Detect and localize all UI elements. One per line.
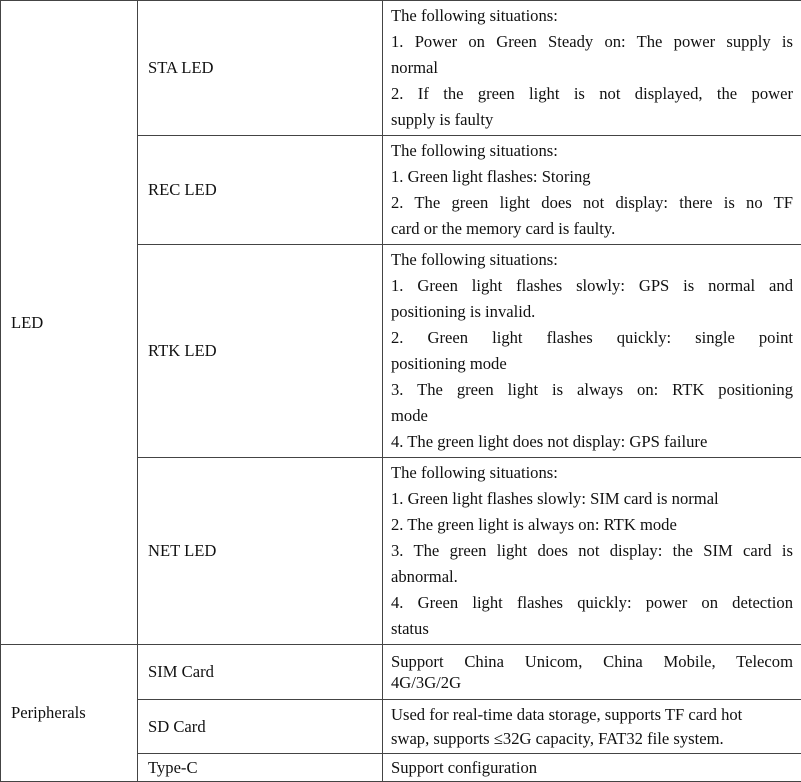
desc-line: 1. Green light flashes slowly: GPS is normal and — [391, 273, 793, 299]
row-desc-type-c — [383, 754, 801, 782]
desc-line: status — [391, 616, 793, 642]
row-desc-rtk-led — [383, 245, 801, 458]
desc-line: 4. Green light flashes quickly: power on detection — [391, 590, 793, 616]
desc-line: 1. Green light flashes: Storing — [391, 164, 793, 190]
desc-line: 2. Green light flashes quickly: single point — [391, 325, 793, 351]
category-led: LED — [1, 1, 138, 645]
table-row-sta-led — [1, 1, 801, 136]
desc-line: swap, supports ≤32G capacity, FAT32 file system. — [391, 727, 793, 751]
row-desc-sta-led — [383, 1, 801, 136]
row-name-net-led: NET LED — [138, 458, 383, 645]
desc-line: 1. Green light flashes slowly: SIM card is normal — [391, 486, 793, 512]
desc-line: positioning mode — [391, 351, 793, 377]
desc-line: mode — [391, 403, 793, 429]
desc-line: 2. If the green light is not displayed, the power — [391, 81, 793, 107]
row-desc-net-led — [383, 458, 801, 645]
desc-line: Support China Unicom, China Mobile, Telecom — [391, 651, 793, 672]
desc-line: 1. Power on Green Steady on: The power supply is — [391, 29, 793, 55]
desc-line: The following situations: — [391, 247, 793, 273]
desc-line: The following situations: — [391, 3, 793, 29]
category-peripherals: Peripherals — [1, 645, 138, 782]
desc-line: 2. The green light does not display: there is no TF — [391, 190, 793, 216]
desc-line: 2. The green light is always on: RTK mode — [391, 512, 793, 538]
row-name-sd-card: SD Card — [138, 700, 383, 754]
row-name-rec-led: REC LED — [138, 136, 383, 245]
desc-line: 3. The green light does not display: the SIM card is — [391, 538, 793, 564]
desc-line: 4G/3G/2G — [391, 672, 793, 693]
row-name-type-c: Type-C — [138, 754, 383, 782]
row-desc-rec-led — [383, 136, 801, 245]
desc-line: positioning is invalid. — [391, 299, 793, 325]
table-row-sim-card — [1, 645, 801, 700]
row-name-sta-led: STA LED — [138, 1, 383, 136]
row-name-rtk-led: RTK LED — [138, 245, 383, 458]
row-name-sim-card: SIM Card — [138, 645, 383, 700]
row-desc-sd-card — [383, 700, 801, 754]
desc-line: supply is faulty — [391, 107, 793, 133]
desc-line: 4. The green light does not display: GPS failure — [391, 429, 793, 455]
desc-line: 3. The green light is always on: RTK positioning — [391, 377, 793, 403]
desc-line: normal — [391, 55, 793, 81]
desc-line: Support configuration — [391, 757, 793, 779]
row-desc-sim-card — [383, 645, 801, 700]
desc-line: card or the memory card is faulty. — [391, 216, 793, 242]
desc-line: The following situations: — [391, 460, 793, 486]
desc-line: Used for real-time data storage, supports TF card hot — [391, 703, 793, 727]
desc-line: The following situations: — [391, 138, 793, 164]
desc-line: abnormal. — [391, 564, 793, 590]
